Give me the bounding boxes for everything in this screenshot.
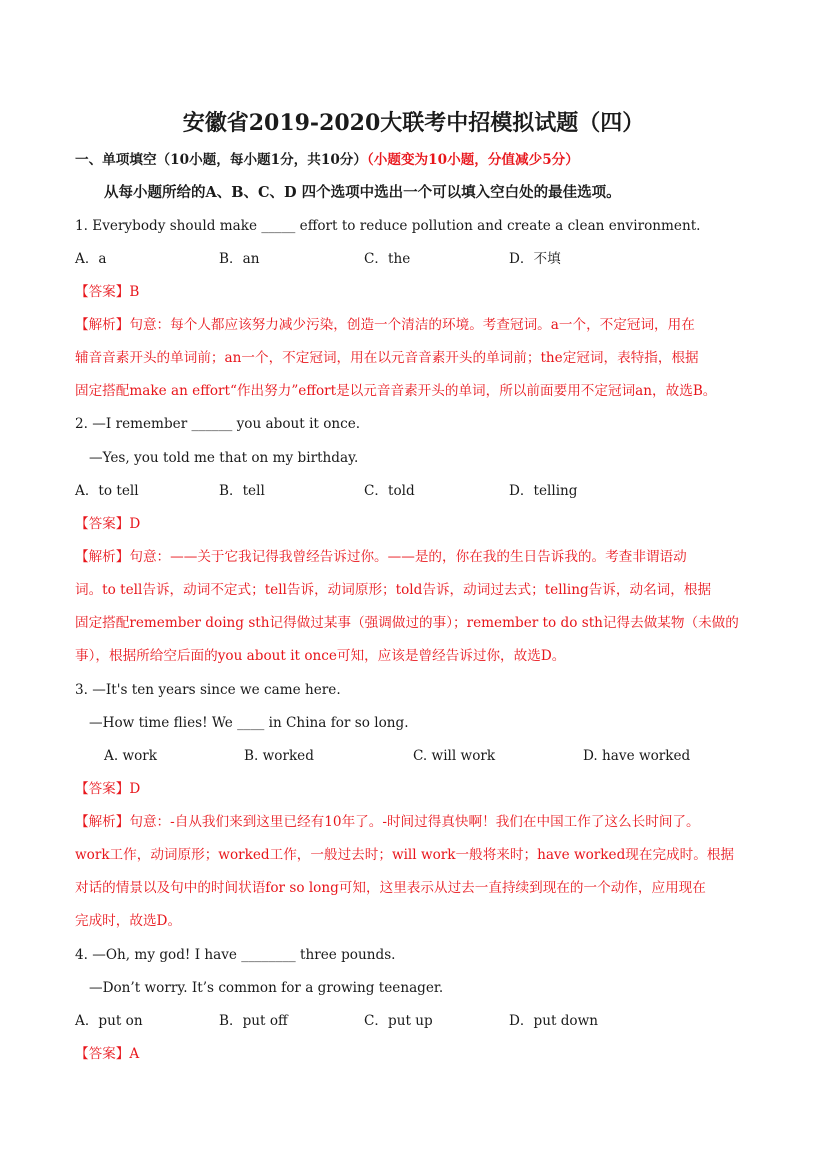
q1-answer: 【答案】B (75, 284, 140, 300)
q2-analysis-line: 词。to tell告诉，动词不定式；tell告诉，动词原形；told告诉，动词过去式；telling告诉，动名词，根据 (75, 582, 712, 598)
question-3-reply: —How time flies! We ____ in China for so long. (89, 715, 409, 731)
q1-analysis-line: 【解析】句意：每个人都应该努力减少污染，创造一个清洁的环境。考查冠词。a一个，不定冠词，用在 (75, 317, 695, 333)
section-heading (75, 150, 579, 170)
q3-analysis-line: 对话的情景以及句中的时间状语for so long可知，这里表示从过去一直持续到现在的一个动作，应用现在 (75, 880, 706, 896)
q4-option-a: A．put on (75, 1013, 143, 1029)
q3-answer: 【答案】D (75, 781, 141, 797)
question-3-stem: 3. —It's ten years since we came here. (75, 682, 341, 698)
section-instruction: 从每小题所给的A、B、C、D 四个选项中选出一个可以填入空白处的最佳选项。 (104, 184, 621, 201)
section-note: （小题变为10小题，分值减少5分） (366, 152, 579, 168)
q4-option-b: B．put off (219, 1013, 288, 1029)
question-2-stem: 2. —I remember ______ you about it once. (75, 416, 361, 432)
q3-analysis-line: work工作，动词原形；worked工作，一般过去时；will work一般将来时；have worked现在完成时。根据 (75, 847, 735, 863)
q4-option-c: C．put up (364, 1013, 433, 1029)
q2-option-b: B．tell (219, 483, 265, 499)
q4-option-d: D．put down (509, 1013, 599, 1029)
q1-analysis-line: 辅音音素开头的单词前；an一个，不定冠词，用在以元音音素开头的单词前；the定冠词，表特指，根据 (75, 350, 699, 366)
q3-analysis-line: 【解析】句意：-自从我们来到这里已经有10年了。-时间过得真快啊！我们在中国工作了这么长时间了。 (75, 814, 700, 830)
q1-option-d: D．不填 (509, 251, 561, 267)
q3-option-c: C. will work (413, 748, 496, 764)
section-heading-text: 一、单项填空（10小题，每小题1分，共10分） (75, 152, 367, 168)
q2-answer: 【答案】D (75, 516, 141, 532)
q2-option-c: C．told (364, 483, 415, 499)
question-4-stem: 4. —Oh, my god! I have ________ three pounds. (75, 947, 396, 963)
q1-analysis-line: 固定搭配make an effort“作出努力”effort是以元音音素开头的单词，所以前面要用不定冠词an，故选B。 (75, 383, 717, 399)
q1-option-c: C．the (364, 251, 411, 267)
q1-option-a: A．a (75, 251, 107, 267)
q2-option-d: D．telling (509, 483, 578, 499)
q2-option-a: A．to tell (75, 483, 139, 499)
q2-analysis-line: 事），根据所给空后面的you about it once可知，应该是曾经告诉过你，故选D。 (75, 648, 566, 664)
q3-option-d: D. have worked (583, 748, 691, 764)
question-1-stem: 1. Everybody should make _____ effort to reduce pollution and create a clean environment. (75, 218, 701, 234)
q2-analysis-line: 【解析】句意：——关于它我记得我曾经告诉过你。——是的，你在我的生日告诉我的。考查非谓语动 (75, 549, 687, 565)
q3-option-a: A. work (104, 748, 158, 764)
question-4-reply: —Don’t worry. It’s common for a growing teenager. (89, 980, 444, 996)
q2-analysis-line: 固定搭配remember doing sth记得做过某事（强调做过的事）；remember to do sth记得去做某物（未做的 (75, 615, 739, 631)
q3-analysis-line: 完成时，故选D。 (75, 913, 182, 929)
page-title: 安徽省2019-2020大联考中招模拟试题（四） (182, 110, 645, 136)
q4-answer: 【答案】A (75, 1046, 140, 1062)
question-2-reply: —Yes, you told me that on my birthday. (89, 450, 359, 466)
q1-option-b: B．an (219, 251, 260, 267)
q3-option-b: B. worked (244, 748, 314, 764)
